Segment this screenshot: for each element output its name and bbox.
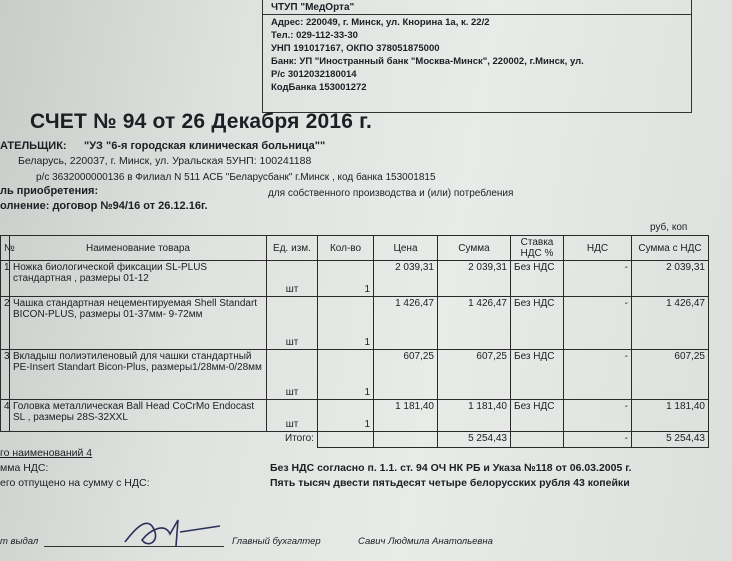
seller-bank: Банк: УП "Иностранный банк "Москва-Минск", 220002, г.Минск, ул. [271,56,584,67]
seller-account: Р/с 3012032180014 [271,69,357,80]
row-unit: шт [267,350,318,400]
row-name: Вкладыш полиэтиленовый для чашки стандартный PE-Insert Standart Bicon-Plus, размеры1/28мм-0/28мм [10,350,267,400]
row-total: 1 426,47 [632,297,709,350]
items-table [0,235,709,448]
total-sum: 5 254,43 [438,432,511,448]
header-name: Наименование товара [10,236,267,261]
row-price: 1 181,40 [374,400,438,432]
seller-address: Адрес: 220049, г. Минск, ул. Кнорина 1а, к. 22/2 [271,17,490,28]
issued-label: т выдал [0,536,39,547]
row-sum: 1 181,40 [438,400,511,432]
seller-details-box [262,0,692,113]
row-vat: - [564,400,632,432]
contract-basis: олнение: договор №94/16 от 26.12.16г. [0,200,208,212]
row-vat: - [564,261,632,297]
seller-name: ЧТУП "МедОрта" [271,2,355,13]
accountant-label: Главный бухгалтер [232,536,321,547]
total-with-vat: 5 254,43 [632,432,709,448]
items-count: го наименований 4 [0,447,93,459]
invoice-title: СЧЕТ № 94 от 26 Декабря 2016 г. [30,110,373,133]
table-row [1,297,709,350]
row-sum: 1 426,47 [438,297,511,350]
row-unit: шт [267,400,318,432]
table-row [1,261,709,297]
table-row [1,400,709,432]
vat-label: мма НДС: [0,462,49,474]
payer-account: р/с 3632000000136 в Филиал N 511 АСБ "Беларусбанк" г.Минск , код банка 153001815 [36,172,436,183]
header-total-with-vat: Сумма с НДС [632,236,709,261]
row-vat-rate: Без НДС [511,261,564,297]
seller-phone: Тел.: 029-112-33-30 [271,30,358,41]
row-unit: шт [267,297,318,350]
payer-name: "УЗ "6-я городская клиническая больница"" [84,140,326,152]
total-vat: - [564,432,632,448]
row-qty: 1 [318,261,374,297]
currency-note: руб, коп [650,222,688,233]
header-no: № [1,236,10,261]
table-header-row [1,236,709,261]
payer-address: Беларусь, 220037, г. Минск, ул. Уральская 5УНП: 100241188 [18,155,312,167]
row-price: 607,25 [374,350,438,400]
purpose-value: для собственного производства и (или) потребления [268,188,514,199]
row-sum: 607,25 [438,350,511,400]
released-amount-words: Пять тысяч двести пятьдесят четыре белорусских рубля 43 копейки [270,477,630,489]
row-name: Головка металлическая Ball Head CoCrMo Endocast SL , размеры 28S-32XXL [10,400,267,432]
row-name: Чашка стандартная нецементируемая Shell Standart BICON-PLUS, размеры 01-37мм- 9-72мм [10,297,267,350]
header-sum: Сумма [438,236,511,261]
row-no: 4 [1,400,10,432]
total-empty-price [374,432,438,448]
released-label: его отпущено на сумму с НДС: [0,477,150,489]
row-total: 607,25 [632,350,709,400]
header-vat: НДС [564,236,632,261]
table-row [1,350,709,400]
row-unit: шт [267,261,318,297]
header-qty: Кол-во [318,236,374,261]
header-unit: Ед. изм. [267,236,318,261]
row-vat: - [564,350,632,400]
total-label: Итого: [1,432,318,448]
seller-bank-code: КодБанка 153001272 [271,82,367,93]
row-total: 1 181,40 [632,400,709,432]
purpose-label: ль приобретения: [0,185,99,197]
row-vat-rate: Без НДС [511,400,564,432]
row-price: 1 426,47 [374,297,438,350]
row-name: Ножка биологической фиксации SL-PLUS стандартная , размеры 01-12 [10,261,267,297]
row-no: 1 [1,261,10,297]
row-qty: 1 [318,350,374,400]
row-qty: 1 [318,400,374,432]
row-no: 2 [1,297,10,350]
row-vat-rate: Без НДС [511,350,564,400]
row-vat-rate: Без НДС [511,297,564,350]
row-qty: 1 [318,297,374,350]
table-total-row [1,432,709,448]
row-no: 3 [1,350,10,400]
row-price: 2 039,31 [374,261,438,297]
row-total: 2 039,31 [632,261,709,297]
seller-divider [263,14,691,15]
total-empty-rate [511,432,564,448]
row-sum: 2 039,31 [438,261,511,297]
handwritten-signature [120,512,230,552]
seller-unp: УНП 191017167, ОКПО 378051875000 [271,43,440,54]
header-price: Цена [374,236,438,261]
total-empty-qty [318,432,374,448]
row-vat: - [564,297,632,350]
header-vat-rate: Ставка НДС % [511,236,564,261]
accountant-name: Савич Людмила Анатольевна [358,536,493,547]
vat-value: Без НДС согласно п. 1.1. ст. 94 ОЧ НК РБ и Указа №118 от 06.03.2005 г. [270,462,632,474]
payer-label: АТЕЛЬЩИК: [0,140,67,152]
